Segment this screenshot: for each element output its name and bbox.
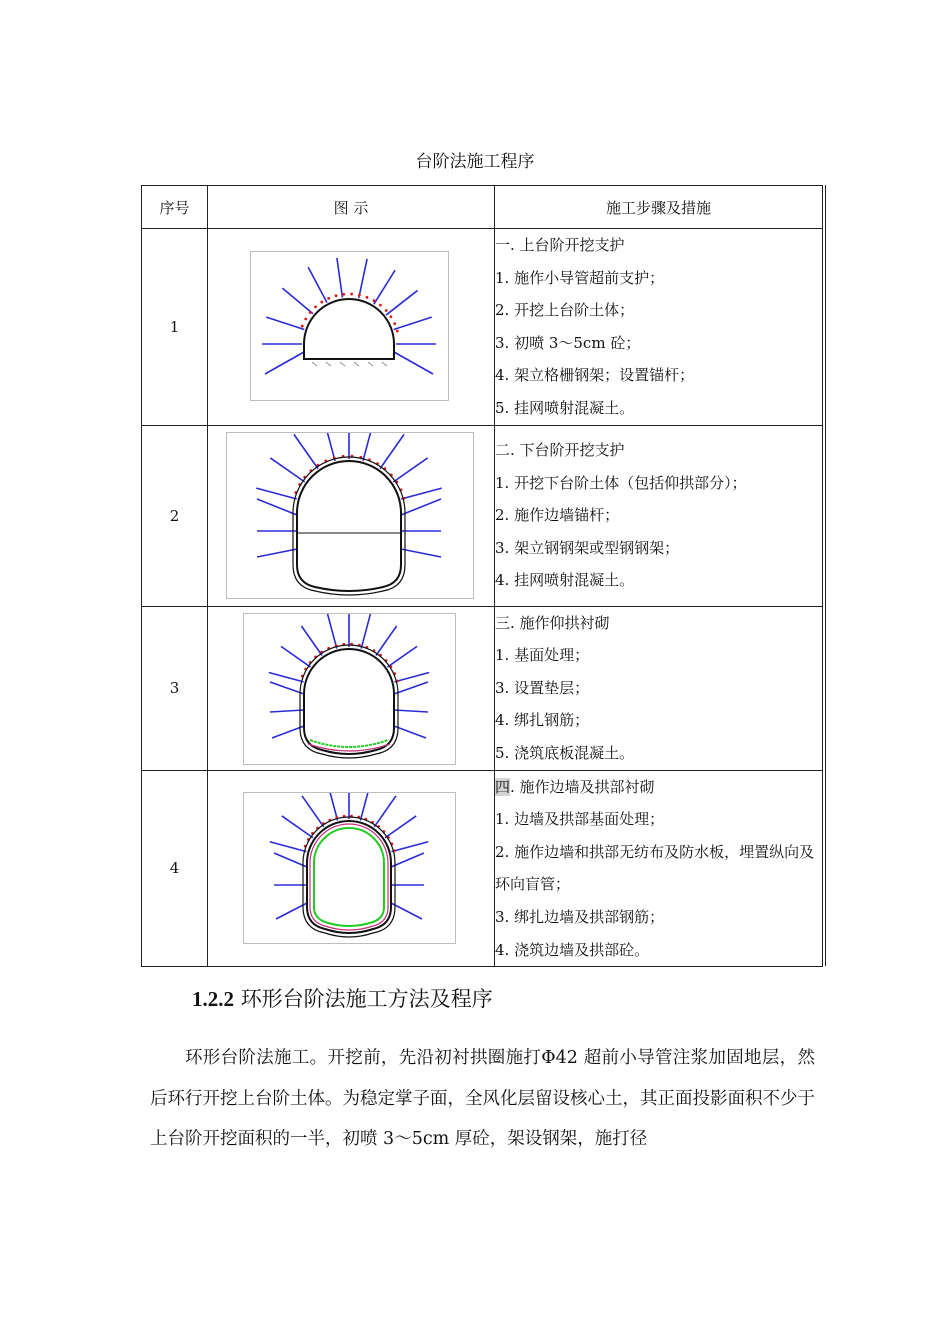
anchor-bolt <box>360 793 370 820</box>
anchor-bolt <box>391 903 422 919</box>
figure-cell <box>208 425 495 606</box>
procedure-table <box>141 185 823 967</box>
anchor-bolt <box>394 682 428 694</box>
tunnel-diagram-lower-bench <box>226 432 474 599</box>
step-title: 四. 施作边墙及拱部衬砌 <box>495 777 655 796</box>
grout-pipe-dot <box>304 318 307 321</box>
table-row <box>142 425 823 606</box>
grout-pipe-dot <box>327 297 330 300</box>
figure-cell <box>208 229 495 426</box>
lining-rebar <box>314 828 384 926</box>
step-item: 5. 挂网喷射混凝土。 <box>495 398 635 417</box>
anchor-bolt <box>270 841 307 851</box>
tunnel-lining <box>297 461 401 591</box>
body-paragraph: 环形台阶法施工。开挖前，先沿初衬拱圈施打Φ42 超前小导管注浆加固地层，然后环行开挖上台阶土体。为稳定掌子面，全风化层留设核心土，其正面投影面积不少于上台阶开挖面积的一半，初喷 3～5cm 厚砼，架设钢架，施打径 <box>150 1048 815 1149</box>
anchor-bolt <box>272 726 304 738</box>
anchor-bolt <box>401 488 442 499</box>
anchor-bolt <box>361 614 370 649</box>
anchor-bolt <box>270 457 304 481</box>
invert-rebar <box>310 740 388 747</box>
grout-pipe-dot <box>358 294 361 297</box>
anchor-bolt <box>393 457 427 481</box>
step-item: 2. 施作边墙和拱部无纺布及防水板，埋置纵向及环向盲管； <box>495 842 815 894</box>
anchor-bolt <box>394 726 426 738</box>
anchor-bolt <box>380 434 404 468</box>
header-no: 序号 <box>142 186 208 229</box>
step-item: 4. 绑扎钢筋； <box>495 711 590 730</box>
grout-pipe-dot <box>314 305 317 308</box>
step-item: 1. 基面处理； <box>495 646 590 665</box>
step-item: 4. 挂网喷射混凝土。 <box>495 571 635 590</box>
anchor-bolt <box>266 317 304 329</box>
step-item: 2. 施作边墙锚杆； <box>495 506 620 525</box>
tunnel-lining <box>304 649 394 754</box>
tunnel-diagram-invert <box>243 613 456 765</box>
anchor-bolt <box>394 710 428 712</box>
step-title: 三. 施作仰拱衬砌 <box>495 613 610 632</box>
step-title: 一. 上台阶开挖支护 <box>495 236 625 254</box>
step-item: 3. 架立钢钢架或型钢钢架； <box>495 538 680 557</box>
grout-pipe-dot <box>342 293 345 296</box>
anchor-bolt <box>394 352 433 374</box>
anchor-bolt <box>256 488 297 499</box>
ground-hatch <box>312 362 317 366</box>
table-row <box>142 606 823 770</box>
ground-hatch <box>354 362 359 366</box>
anchor-bolt <box>328 793 338 820</box>
anchor-bolt <box>265 352 304 374</box>
table-row <box>142 229 823 426</box>
ground-hatch <box>382 362 387 366</box>
grout-pipe-dot <box>335 294 338 297</box>
anchor-bolt <box>337 258 343 298</box>
grout-pipe-dot <box>350 293 353 296</box>
ground-hatch <box>368 362 373 366</box>
anchor-bolt <box>376 626 397 655</box>
anchor-bolt <box>388 646 417 667</box>
grout-pipe-dot <box>390 315 393 318</box>
step-item: 1. 边墙及拱部基面处理； <box>495 810 665 829</box>
anchor-bolt <box>374 795 396 826</box>
table-row <box>142 770 823 967</box>
table-caption: 台阶法施工程序 <box>415 152 535 172</box>
anchor-bolt <box>363 433 374 461</box>
tunnel-diagram-lining <box>243 792 456 944</box>
grout-pipe-dot <box>393 322 396 325</box>
step-item: 3. 绑扎边墙及拱部钢筋； <box>495 907 665 926</box>
anchor-bolt <box>386 290 418 315</box>
grout-pipe-dot <box>301 325 304 328</box>
anchor-bolt <box>270 682 304 694</box>
anchor-bolt <box>324 433 335 461</box>
grout-pipe-dot <box>379 304 382 307</box>
step-item: 3. 设置垫层； <box>495 678 590 697</box>
anchor-bolt <box>257 549 297 557</box>
steps-cell <box>495 606 823 770</box>
anchor-bolt <box>257 499 297 515</box>
header-figure: 图 示 <box>208 186 495 229</box>
section-heading: 1.2.2 环形台阶法施工方法及程序 <box>192 987 493 1011</box>
anchor-bolt <box>401 499 441 515</box>
grout-pipe-dot <box>320 301 323 304</box>
anchor-bolt <box>328 614 337 649</box>
figure-cell <box>208 770 495 967</box>
anchor-bolt <box>392 841 429 851</box>
anchor-bolt <box>302 795 324 826</box>
anchor-bolt <box>294 434 318 468</box>
step-item: 1. 开挖下台阶土体（包括仰拱部分）； <box>495 473 747 492</box>
anchor-bolt <box>391 853 424 867</box>
tunnel-lining <box>304 299 394 359</box>
step-item: 1. 施作小导管超前支护； <box>495 268 665 287</box>
table-header-row <box>142 186 823 229</box>
row-number: 3 <box>142 606 208 770</box>
anchor-bolt <box>270 710 304 712</box>
anchor-bolt <box>274 853 307 867</box>
anchor-bolt <box>359 259 367 298</box>
anchor-bolt <box>394 672 429 681</box>
ground-hatch <box>340 362 345 366</box>
anchor-bolt <box>394 317 432 329</box>
step-item: 2. 开挖上台阶土体； <box>495 301 635 320</box>
anchor-bolt <box>282 288 313 314</box>
anchor-bolt <box>269 672 304 681</box>
grout-pipe-dot <box>373 299 376 302</box>
anchor-bolt <box>308 267 327 302</box>
ground-hatch <box>326 362 331 366</box>
step-title: 二. 下台阶开挖支护 <box>495 441 625 460</box>
anchor-bolt <box>374 270 395 304</box>
steps-cell <box>495 770 823 967</box>
anchor-bolt <box>301 626 322 655</box>
step-item: 5. 浇筑底板混凝土。 <box>495 743 635 762</box>
row-number: 1 <box>142 229 208 426</box>
grout-pipe-dot <box>366 296 369 299</box>
anchor-bolt <box>282 815 313 837</box>
grout-pipe-dot <box>396 330 399 333</box>
header-steps: 施工步骤及措施 <box>495 186 823 229</box>
step-item: 4. 浇筑边墙及拱部砼。 <box>495 940 650 959</box>
figure-cell <box>208 606 495 770</box>
highlighted-mark: 四 <box>495 777 511 796</box>
grout-pipe-dot <box>385 309 388 312</box>
tunnel-diagram-upper-bench <box>250 251 449 401</box>
row-number: 4 <box>142 770 208 967</box>
steps-cell <box>495 229 823 426</box>
anchor-bolt <box>385 815 416 837</box>
table-right-edge <box>825 185 826 966</box>
anchor-bolt <box>276 903 307 919</box>
steps-cell <box>495 425 823 606</box>
grout-pipe-dot <box>309 311 312 314</box>
step-item: 3. 初喷 3～5cm 砼； <box>495 333 641 352</box>
anchor-bolt <box>401 549 441 557</box>
row-number: 2 <box>142 425 208 606</box>
step-item: 4. 架立格栅钢架；设置锚杆； <box>495 366 695 385</box>
anchor-bolt <box>281 646 310 667</box>
